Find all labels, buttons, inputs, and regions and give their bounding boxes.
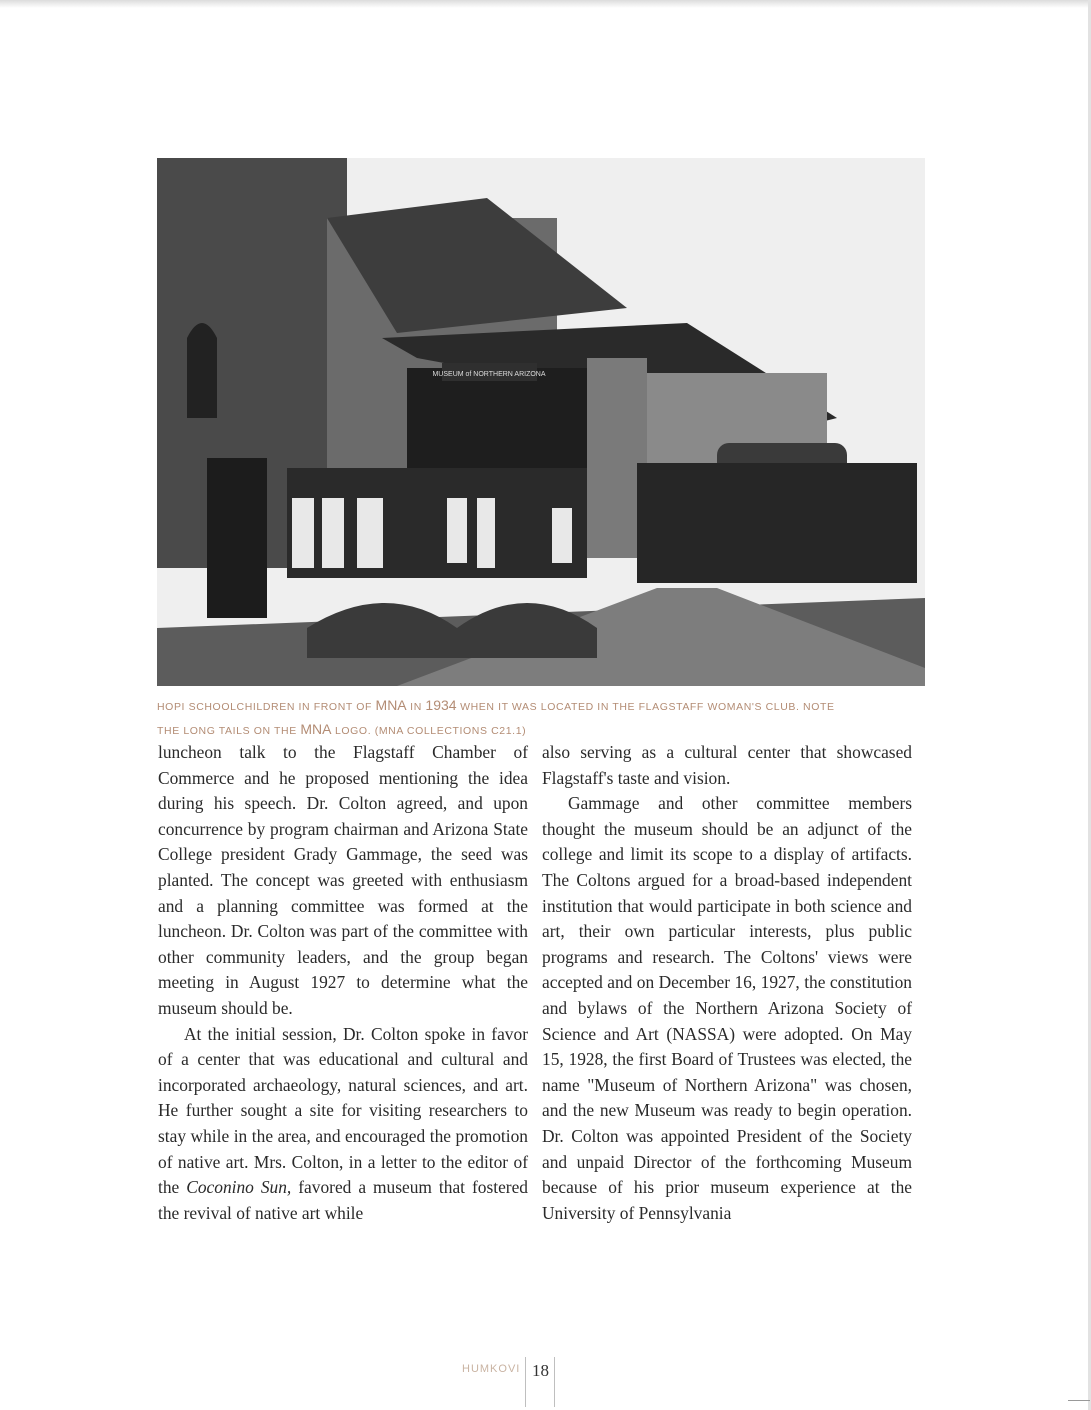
newspaper-title: Coconino Sun,: [186, 1177, 292, 1198]
caption-text: THE LONG TAILS ON THE: [157, 725, 301, 737]
right-column: [542, 740, 912, 1226]
footer-rule: [525, 1357, 526, 1407]
photo-caption: [157, 694, 927, 742]
paragraph-text: At the initial session, Dr. Colton spoke in favor of a center that was educational and cultural and incorporated archaeology, natural sciences, and art. He further sought a site for visiting researchers to stay while in the area, and encouraged the promotion of native art. Mrs. Colton, in a letter to the editor of the: [158, 1023, 528, 1198]
footer-rule: [554, 1357, 555, 1407]
caption-text: IN: [406, 701, 426, 713]
paragraph: Gammage and other committee members thought the museum should be an adjunct of the college and limit its scope to a display of artifacts. The Coltons argued for a broad-based independent institution that would participate in both science and art, their own particular interests, plus public programs and research. The Coltons' views were accepted and on December 16, 1927, the constitution and bylaws of the Northern Arizona Society of Science and Art (NASSA) were adopted. On May 15, 1928, the first Board of Trustees was elected, the name "Museum of Northern Arizona" was chosen, and the new Museum was ready to begin operation. Dr. Colton was appointed President of the Society and unpaid Director of the forthcoming Museum because of his prior museum experience at the University of Pennsylvania: [542, 793, 912, 1223]
paragraph: luncheon talk to the Flagstaff Chamber of Commerce and he proposed mentioning the idea during his speech. Dr. Colton agreed, and upon concurrence by program chairman and Arizona State College president Grady Gammage, the seed was planted. The concept was greeted with enthusiasm and a planning committee was formed at the luncheon. Dr. Colton was part of the committee with other community leaders, and the group began meeting in August 1927 to determine what the museum should be.: [158, 742, 528, 1018]
scan-top-edge: [0, 0, 1091, 8]
left-column: [158, 740, 528, 1226]
caption-mna: MNA: [375, 697, 407, 713]
caption-mna: MNA: [300, 721, 332, 737]
paragraph: also serving as a cultural center that showcased Flagstaff's taste and vision.: [542, 742, 912, 788]
publication-name: HUMKOVI: [462, 1363, 521, 1375]
caption-year: 1934: [425, 697, 457, 713]
paragraph-text: favored a museum that fostered the revival of native art while: [158, 1177, 528, 1223]
museum-sign-text: MUSEUM of NORTHERN ARIZONA: [432, 371, 546, 378]
corner-mark: [1068, 1400, 1090, 1401]
paragraph: [158, 1022, 528, 1227]
caption-text: HOPI SCHOOLCHILDREN IN FRONT OF: [157, 701, 376, 713]
page-number: 18: [532, 1361, 549, 1380]
caption-text: LOGO. (MNA COLLECTIONS C21.1): [331, 725, 527, 737]
photo-illustration: [157, 158, 925, 686]
caption-text: WHEN IT WAS LOCATED IN THE FLAGSTAFF WOMAN'S CLUB. NOTE: [456, 701, 835, 713]
page-footer: [0, 1357, 1091, 1407]
historical-photo: [157, 158, 925, 686]
